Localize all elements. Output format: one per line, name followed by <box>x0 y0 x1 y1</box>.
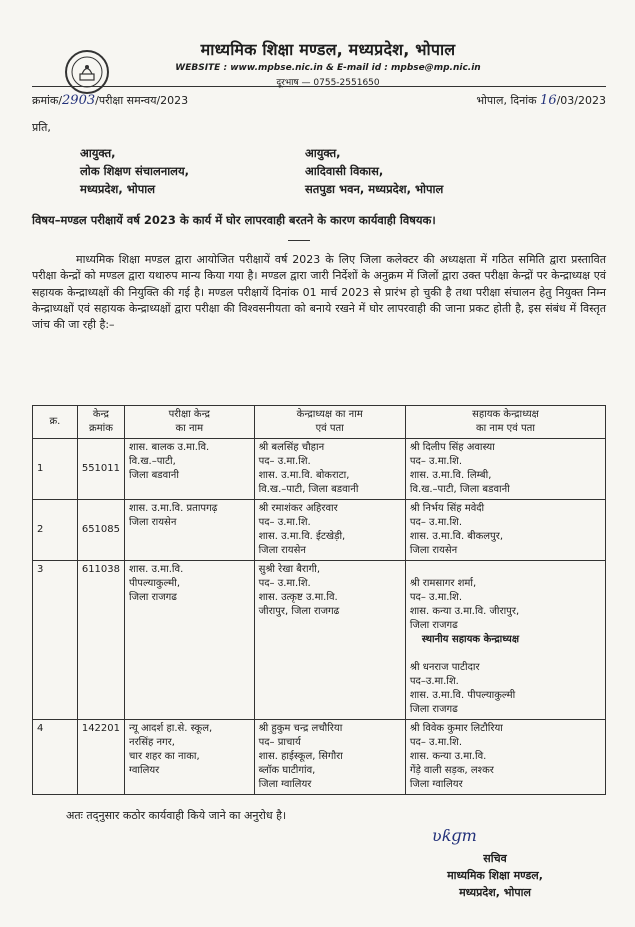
cell-code: 611038 <box>77 561 124 720</box>
handwritten-signature: ʋƙɡm <box>432 826 477 845</box>
reference-dept: /परीक्षा समन्वय/2023 <box>95 94 189 107</box>
cell-sno: 3 <box>33 561 78 720</box>
cell-sno: 2 <box>33 500 78 561</box>
contact-line: WEBSITE : www.mpbse.nic.in & E-mail id : mpbse@mp.nic.in <box>175 63 481 73</box>
cell-superintendent: श्री रमाशंकर अहिरवार पद– उ.मा.शि. शास. उ.मा.वि. ईटखेड़ी, जिला रायसेन <box>254 500 405 561</box>
addressee-right-line: सतपुडा भवन, मध्यप्रदेश, भोपाल <box>305 182 444 196</box>
cell-assistant: श्री दिलीप सिंह अवास्या पद– उ.मा.शि. शास. उ.मा.वि. लिम्बी, वि.ख.–पाटी, जिला बडवानी <box>405 439 605 500</box>
prati-label: प्रति, <box>32 121 51 134</box>
addressee-left-line: मध्यप्रदेश, भोपाल <box>80 182 156 196</box>
subject-line: विषय–मण्डल परीक्षायें वर्ष 2023 के कार्य में घोर लापरवाही बरतने के कारण कार्यवाही विषयक। <box>32 213 436 227</box>
cell-assistant: श्री विवेक कुमार लिटौरिया पद– उ.मा.शि. शास. कन्या उ.मा.वि. गेंड़े वाली सड़क, लश्कर जिला ग्वालियर <box>405 720 605 795</box>
body-paragraph: माध्यमिक शिक्षा मण्डल द्वारा आयोजित परीक्षायें वर्ष 2023 के लिए जिला कलेक्टर की अध्यक्षता में गठित समिति द्वारा प्रस्तावित परीक्षा केन्द्रों को मण्डल द्वारा यथारुप मान्य किया गया है। मण्डल द्वारा जारी निर्देशों के अनुक्रम में जिलों द्वारा उक्त परीक्षा केन्द्रों पर केन्द्राध्यक्ष एवं सहायक केन्द्राध्यक्षों की नियुक्ति की गई है। मण्डल परीक्षायें दिनांक 01 मार्च 2023 से प्रारंभ हो चुकी है तथा परीक्षा संचालन हेतु नियुक्त निम्न केन्द्राध्यक्षों एवं सहायक केन्द्राध्यक्षों द्वारा परीक्षा की विश्वसनीयता को बनाये रखने में घोर लापरवाही की जाना प्रकट होती है, इस संबंध में विस्तृत जांच की जा रही है:– <box>32 253 606 332</box>
local-assistant-heading: स्थानीय सहायक केन्द्राध्यक्ष <box>421 634 519 645</box>
addressee-left-line: आयुक्त, <box>80 146 116 160</box>
cell-centre: शास. उ.मा.वि. पीपल्याकुल्मी, जिला राजगढ <box>125 561 255 720</box>
reference-number-label: क्रमांक/ <box>32 94 63 107</box>
table-header-row <box>33 406 606 439</box>
addressee-right-line: आदिवासी विकास, <box>305 164 384 178</box>
addressee-right <box>305 144 443 198</box>
col-header-centre: परीक्षा केन्द्र का नाम <box>125 406 255 439</box>
signatory-org: माध्यमिक शिक्षा मण्डल, <box>447 869 543 882</box>
cell-assistant: श्री रामसागर शर्मा, पद– उ.मा.शि. शास. कन्या उ.मा.वि. जीरापुर, जिला राजगढ <box>409 578 520 631</box>
cell-local-assistant: श्री धनराज पाटीदार पद–उ.मा.शि. शास. उ.मा.वि. पीपल्याकुल्मी जिला राजगढ <box>409 662 516 715</box>
reference-line <box>32 93 606 108</box>
reference-number-value: 2903 <box>62 93 96 108</box>
table-row <box>33 500 606 561</box>
signatory-block <box>420 850 570 901</box>
table-row <box>33 439 606 500</box>
org-name: माध्यमिक शिक्षा मण्डल, मध्यप्रदेश, भोपाल <box>200 40 456 59</box>
table-row <box>33 720 606 795</box>
reference-number <box>32 93 188 108</box>
cell-centre: शास. उ.मा.वि. प्रतापगढ़ जिला रायसेन <box>125 500 255 561</box>
letter-date <box>476 93 606 108</box>
cell-superintendent: सुश्री रेखा बैरागी, पद– उ.मा.शि. शास. उत्कृष्ट उ.मा.वि. जीरापुर, जिला राजगढ <box>254 561 405 720</box>
addressee-left <box>80 144 189 198</box>
cell-centre: न्यू आदर्श हा.से. स्कूल, नरसिंह नगर, चार शहर का नाका, ग्वालियर <box>125 720 255 795</box>
signatory-place: मध्यप्रदेश, भोपाल <box>459 886 531 899</box>
exam-centres-table <box>32 405 606 795</box>
cell-code: 551011 <box>77 439 124 500</box>
cell-sno: 4 <box>33 720 78 795</box>
cell-superintendent: श्री हुकुम चन्द्र लचौरिया पद– प्राचार्य शास. हाईस्कूल, सिगौरा ब्लॉक घाटीगांव, जिला ग्वालियर <box>254 720 405 795</box>
cell-code: 651085 <box>77 500 124 561</box>
phone-line: दूरभाष — 0755-2551650 <box>276 78 380 88</box>
cell-sno: 1 <box>33 439 78 500</box>
letterhead <box>118 38 538 88</box>
emblem-icon <box>69 54 105 90</box>
col-header-assistant: सहायक केन्द्राध्यक्ष का नाम एवं पता <box>405 406 605 439</box>
date-day: 16 <box>540 93 557 108</box>
cell-code: 142201 <box>77 720 124 795</box>
col-header-sno: क्र. <box>33 406 78 439</box>
addressee-left-line: लोक शिक्षण संचालनालय, <box>80 164 190 178</box>
closing-request: अतः तद्नुसार कठोर कार्यवाही किये जाने का अनुरोध है। <box>66 809 287 822</box>
cell-assistant-group <box>405 561 605 720</box>
cell-superintendent: श्री बलसिंह चौहान पद– उ.मा.शि. शास. उ.मा.वि. बोकराटा, वि.ख.–पाटी, जिला बडवानी <box>254 439 405 500</box>
addressee-right-line: आयुक्त, <box>305 146 341 160</box>
col-header-code: केन्द्र क्रमांक <box>77 406 124 439</box>
subject-divider <box>288 240 310 241</box>
signatory-title: सचिव <box>483 852 507 865</box>
table-row <box>33 561 606 720</box>
date-prefix: भोपाल, दिनांक <box>476 94 537 107</box>
col-header-superintendent: केन्द्राध्यक्ष का नाम एवं पता <box>254 406 405 439</box>
emblem-logo <box>65 50 109 94</box>
date-rest: /03/2023 <box>556 94 606 107</box>
cell-assistant: श्री निर्भय सिंह मवेदी पद– उ.मा.शि. शास. उ.मा.वि. बीकलपुर, जिला रायसेन <box>405 500 605 561</box>
cell-centre: शास. बालक उ.मा.वि. वि.ख.–पाटी, जिला बडवानी <box>125 439 255 500</box>
header-divider <box>32 86 606 87</box>
